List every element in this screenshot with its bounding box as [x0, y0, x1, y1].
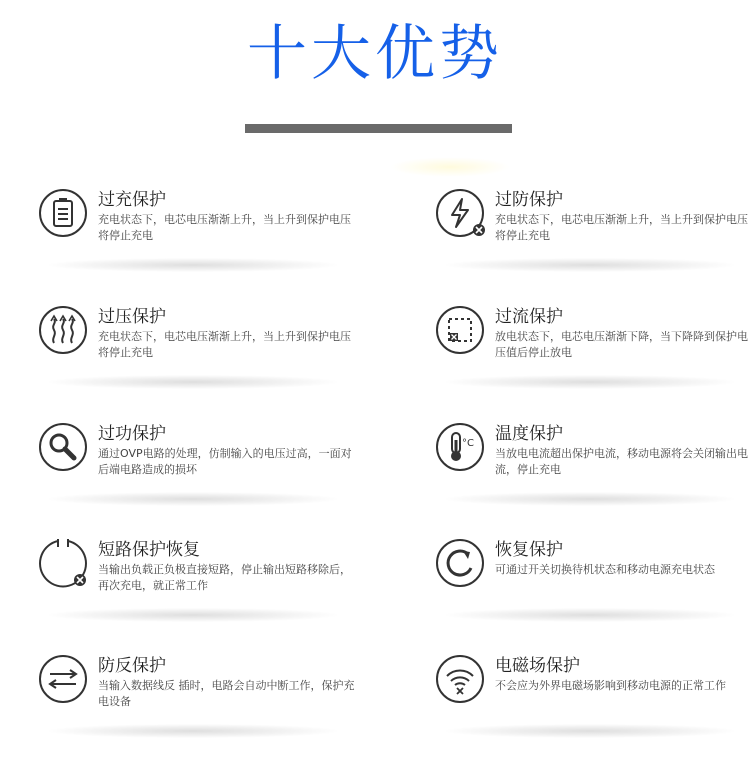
heat-waves-icon: [38, 305, 88, 355]
feature-title: 过充保护: [98, 190, 166, 210]
feature-shadow: [48, 724, 338, 738]
feature-overdischarge: [435, 188, 750, 278]
feature-short-circuit: [38, 538, 358, 628]
feature-temperature: [435, 422, 750, 512]
feature-title: 电磁场保护: [495, 656, 580, 676]
feature-overpower: [38, 422, 358, 512]
feature-reverse: [38, 654, 358, 744]
feature-shadow: [445, 258, 735, 272]
feature-overcurrent: [435, 305, 750, 395]
feature-overcharge: [38, 188, 358, 278]
feature-title: 过流保护: [495, 307, 563, 327]
magnifier-icon: [38, 422, 88, 472]
feature-title: 过压保护: [98, 307, 166, 327]
feature-title: 短路保护恢复: [98, 540, 200, 560]
feature-shadow: [445, 724, 735, 738]
feature-shadow: [48, 608, 338, 622]
feature-description: 当放电电流超出保护电流，移动电源将会关闭输出电流，停止充电: [495, 447, 748, 476]
feature-recovery: [435, 538, 750, 628]
feature-description: 通过OVP电路的处理，仿制输入的电压过高，一面对后端电路造成的损坏: [98, 447, 352, 476]
feature-shadow: [445, 492, 735, 506]
feature-title: 过功保护: [98, 424, 166, 444]
wifi-blocked-icon: [435, 654, 485, 704]
feature-shadow: [48, 375, 338, 389]
feature-description: 当输出负载正负极直接短路，停止输出短路移除后，再次充电，就正常工作: [98, 563, 351, 592]
feature-description: 可通过开关切换待机状态和移动电源充电状态: [495, 563, 715, 576]
feature-description: 放电状态下，电芯电压渐渐下降，当下降降到保护电压值后停止放电: [495, 330, 748, 359]
title-underline: [245, 124, 512, 133]
dashed-square-icon: [435, 305, 485, 355]
feature-emf: [435, 654, 750, 744]
feature-description: 充电状态下，电芯电压渐渐上升，当上升到保护电压将停止充电: [495, 213, 748, 242]
refresh-icon: [435, 538, 485, 588]
feature-overvoltage: [38, 305, 358, 395]
feature-shadow: [445, 375, 735, 389]
feature-title: 防反保护: [98, 656, 166, 676]
feature-title: 恢复保护: [495, 540, 563, 560]
light-glow: [390, 157, 510, 177]
feature-title: 过防保护: [495, 190, 563, 210]
svg-text:°C: °C: [462, 438, 474, 449]
feature-shadow: [48, 492, 338, 506]
feature-description: 充电状态下，电芯电压渐渐上升，当上升到保护电压将停止充电: [98, 330, 351, 359]
feature-description: 不会应为外界电磁场影响到移动电源的正常工作: [495, 679, 726, 692]
thermometer-icon: [435, 422, 485, 472]
short-circuit-icon: [38, 538, 88, 588]
feature-description: 充电状态下，电芯电压渐渐上升，当上升到保护电压将停止充电: [98, 213, 351, 242]
page-title: 十大优势: [247, 19, 503, 89]
feature-description: 当输入数据线反 插时，电路会自动中断工作，保护充电设备: [98, 679, 355, 708]
feature-shadow: [48, 258, 338, 272]
feature-shadow: [445, 608, 735, 622]
feature-title: 温度保护: [495, 424, 563, 444]
swap-arrows-icon: [38, 654, 88, 704]
battery-icon: [38, 188, 88, 238]
lightning-icon: [435, 188, 485, 238]
